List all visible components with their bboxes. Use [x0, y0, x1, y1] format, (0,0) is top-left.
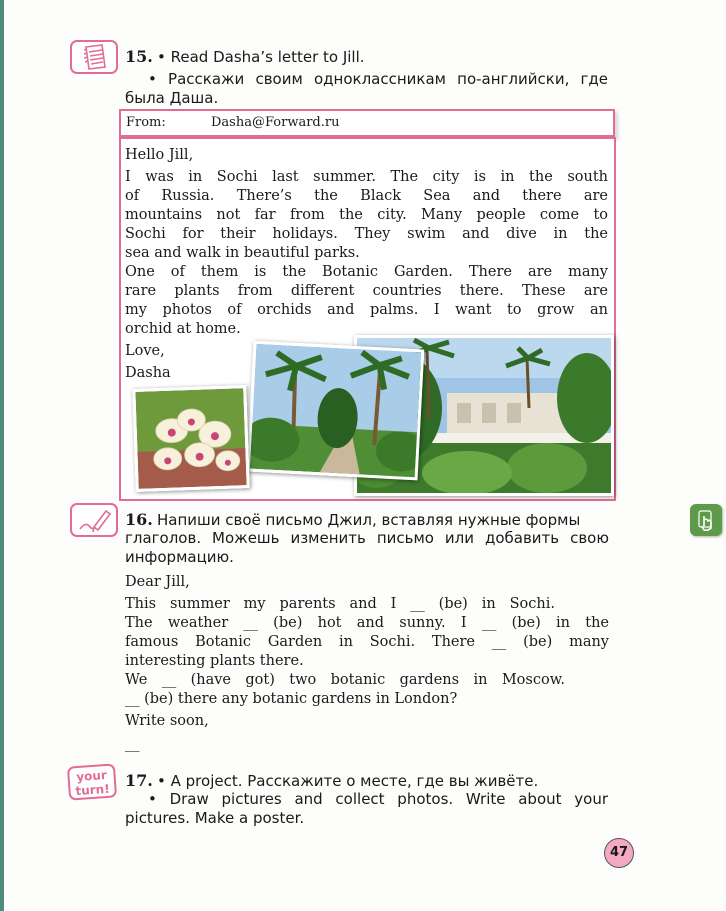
letter-line: orchid at home.	[125, 321, 241, 337]
from-email: Dasha@Forward.ru	[211, 115, 340, 130]
ex16-greeting: Dear Jill,	[125, 574, 190, 590]
ex15-instruction-ru-1: • Расскажи своим одноклассникам по-английски, где	[148, 70, 608, 88]
ex15-number: 15.	[125, 47, 153, 66]
ex17-line-2: • Draw pictures and collect photos. Write about your	[148, 790, 608, 808]
exercise-line: The weather __ (be) hot and sunny. I __ (be) in the	[125, 615, 609, 631]
letter-line: I was in Sochi last summer. The city is in the south	[125, 169, 608, 185]
ex16-line-5: We __ (have got) two botanic gardens in Moscow.	[125, 672, 565, 688]
letter-paragraph-2	[125, 263, 608, 339]
letter-line: of Russia. There’s the Black Sea and there are	[125, 188, 608, 204]
letter-line: rare plants from different countries there. These are	[125, 283, 608, 299]
ex17-line-3: pictures. Make a poster.	[125, 809, 305, 827]
letter-greeting: Hello Jill,	[125, 147, 194, 163]
ex16-line-6: __ (be) there any botanic gardens in London?	[125, 691, 458, 707]
ex16-instruction-3: информацию.	[125, 548, 234, 566]
ex16-instruction-2: глаголов. Можешь изменить письмо или добавить свою	[125, 529, 609, 547]
letter-closing: Love,	[125, 343, 165, 359]
letter-line: sea and walk in beautiful parks.	[125, 245, 360, 261]
ex16-number: 16.	[125, 510, 153, 529]
letter-line: Sochi for their holidays. They swim and dive in the	[125, 226, 608, 242]
letter-line: One of them is the Botanic Garden. There are many	[125, 264, 608, 280]
page-number: 47	[604, 838, 634, 868]
letter-line: mountains not far from the city. Many people come to	[125, 207, 608, 223]
page-edge-border	[0, 0, 4, 911]
your-turn-text-2: turn!	[75, 781, 111, 799]
ex16-signature-blank: __	[125, 736, 140, 752]
your-turn-text-1: your	[75, 767, 108, 785]
ex16-instruction-1: 16. Напиши своё письмо Джил, вставляя нужные формы	[125, 510, 581, 529]
letter-signature: Dasha	[125, 365, 171, 381]
letter-paragraph-1	[125, 168, 608, 263]
exercise-line: interesting plants there.	[125, 653, 304, 669]
ex15-instruction-en: 15. • Read Dasha’s letter to Jill.	[125, 47, 365, 66]
email-from-bar	[119, 109, 615, 137]
exercise-line: famous Botanic Garden in Sochi. There __ (be) many	[125, 634, 609, 650]
your-turn-badge	[67, 763, 117, 800]
ex17-line-1: 17. • A project. Расскажите о месте, где вы живёте.	[125, 771, 539, 790]
hand-pointer-button[interactable]	[690, 504, 722, 536]
orchid-photo	[132, 385, 250, 492]
palm-garden-photo	[247, 341, 425, 481]
pen-icon	[70, 503, 118, 537]
ex16-line-1: This summer my parents and I __ (be) in Sochi.	[125, 596, 555, 612]
ex16-block	[125, 614, 609, 671]
letter-line: my photos of orchids and palms. I want to grow an	[125, 302, 608, 318]
ex17-number: 17.	[125, 771, 153, 790]
notebook-icon	[70, 40, 118, 74]
ex16-closing: Write soon,	[125, 713, 209, 729]
hand-pointer-icon	[690, 504, 722, 536]
from-label: From:	[126, 115, 166, 130]
ex15-instruction-ru-2: была Даша.	[125, 89, 219, 107]
